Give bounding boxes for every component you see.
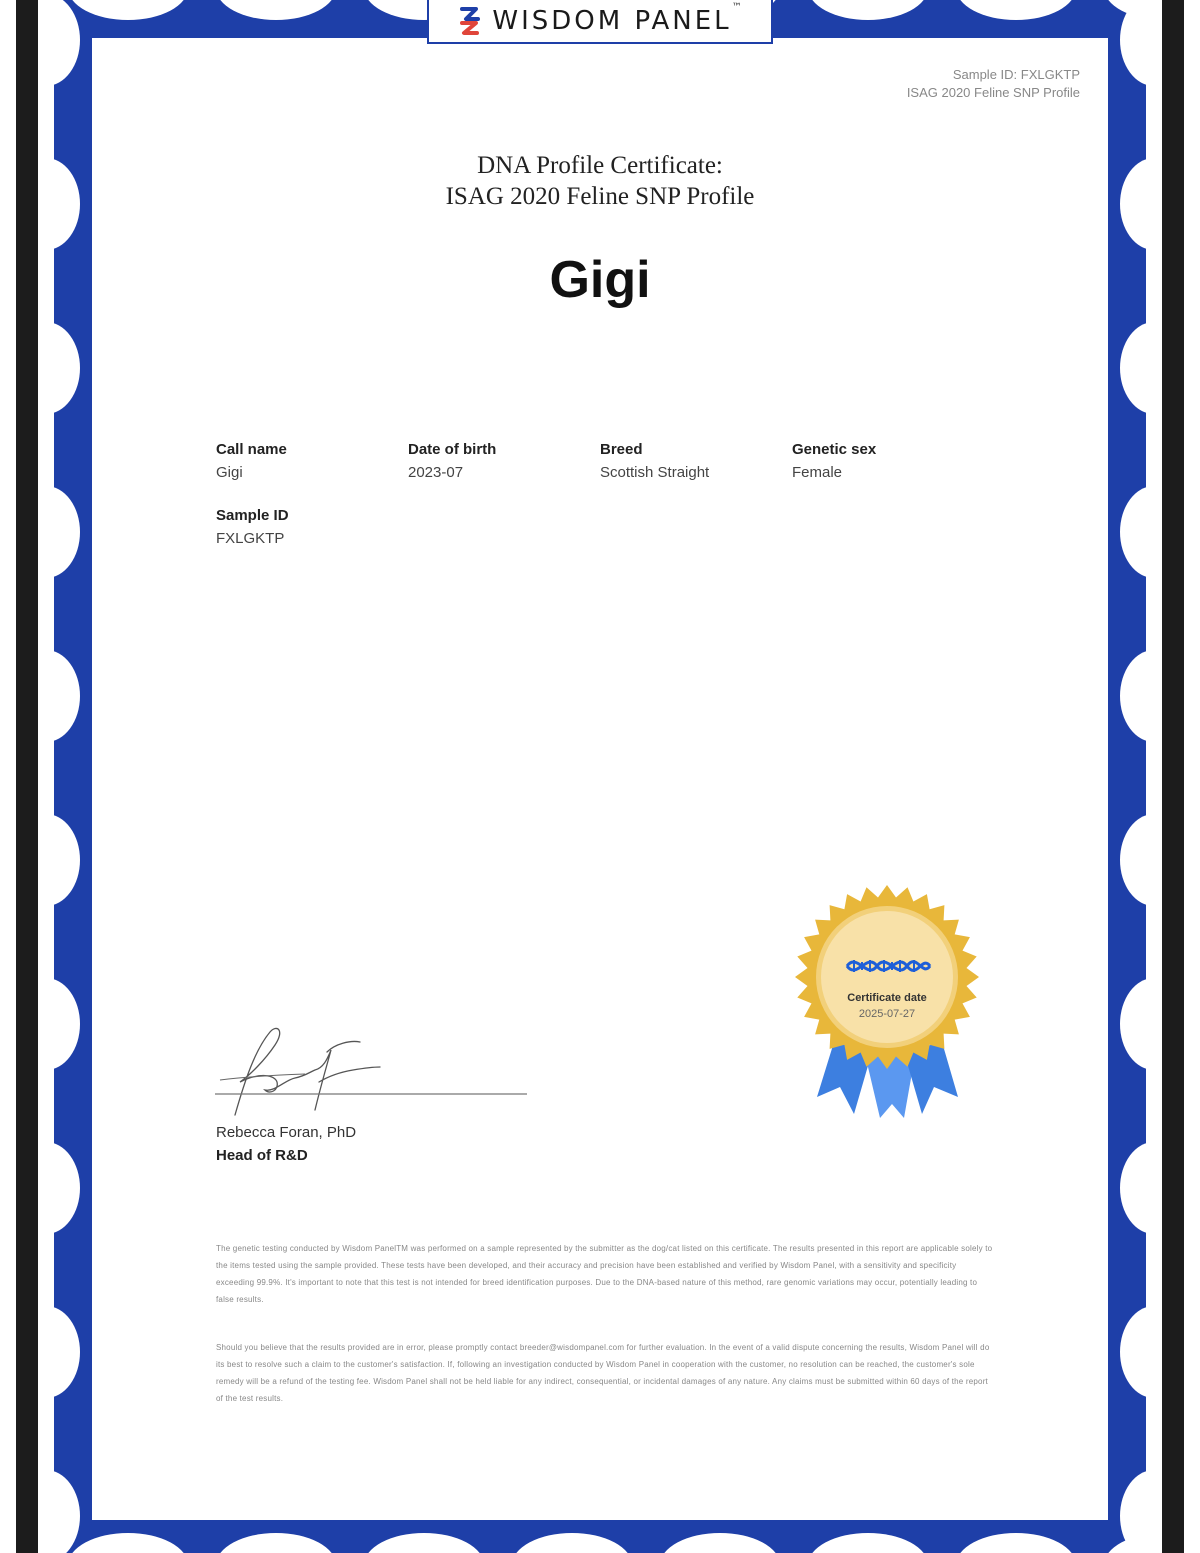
brand-logo: [427, 0, 773, 44]
field-label: Breed: [600, 441, 643, 458]
field-label: Call name: [216, 441, 287, 458]
pet-name: Gigi: [549, 251, 651, 309]
seal-inner-disc: [821, 911, 953, 1043]
disclaimer-paragraph-1: The genetic testing conducted by Wisdom PanelTM was performed on a sample represented by the submitter as the dog/cat listed on this certificate. The results presented in this report are applicable solely to the items tested using the sample provided. These tests have been developed, and their accuracy and precision have been established and verified by Wisdom Panel, with a sensitivity and specificity exceeding 99.9%. It's important to note that this test is not intended for breed identification purposes. Due to the DNA-based nature of this method, rare genomic variations may occur, potentially leading to false results.: [216, 1244, 993, 1304]
field-breed: [600, 438, 709, 484]
brand-name: WISDOM PANEL: [492, 6, 732, 36]
field-date-of-birth: [408, 438, 496, 484]
signatory-name: Rebecca Foran, PhD: [216, 1124, 357, 1141]
signature-image: [215, 1020, 535, 1120]
wisdom-panel-logo-icon: [458, 6, 482, 36]
certificate-title: [0, 150, 1200, 212]
header-sample-id: Sample ID: FXLGKTP: [952, 67, 1080, 82]
title-line-2: ISAG 2020 Feline SNP Profile: [445, 183, 755, 210]
field-value: 2023-07: [408, 464, 464, 481]
certificate-date-value: 2025-07-27: [858, 1008, 916, 1020]
field-value: FXLGKTP: [216, 530, 285, 547]
field-genetic-sex: [792, 438, 876, 484]
disclaimer-paragraph-2: Should you believe that the results provided are in error, please promptly contact breeder@wisdompanel.com for further evaluation. In the event of a valid dispute concerning the results, Wisdom Panel will do its best to resolve such a claim to the customer's satisfaction. If, following an investigation conducted by Wisdom Panel in cooperation with the customer, no resolution can be reached, the customer's sole remedy will be a refund of the testing fee. Wisdom Panel shall not be held liable for any indirect, consequential, or incidental damages of any nature. Any claims must be submitted within 60 days of the report of the test results.: [216, 1343, 990, 1403]
right-frame-bar: [1162, 0, 1184, 1553]
header-sample-info: [907, 66, 1080, 102]
trademark-mark: ™: [731, 2, 742, 13]
field-sample-id: [216, 504, 289, 550]
header-profile: ISAG 2020 Feline SNP Profile: [906, 85, 1080, 100]
certificate-date-label: Certificate date: [847, 992, 927, 1004]
field-value: Scottish Straight: [600, 464, 710, 481]
seal-text: [796, 990, 978, 1022]
field-label: Date of birth: [408, 441, 497, 458]
left-frame-bar: [16, 0, 38, 1553]
field-label: Genetic sex: [792, 441, 877, 458]
field-value: Gigi: [216, 464, 243, 481]
signatory-title: Head of R&D: [216, 1147, 308, 1164]
field-value: Female: [792, 464, 843, 481]
signatory-block: [216, 1121, 356, 1167]
field-label: Sample ID: [216, 507, 289, 524]
title-line-1: DNA Profile Certificate:: [477, 152, 723, 179]
field-call-name: [216, 438, 287, 484]
